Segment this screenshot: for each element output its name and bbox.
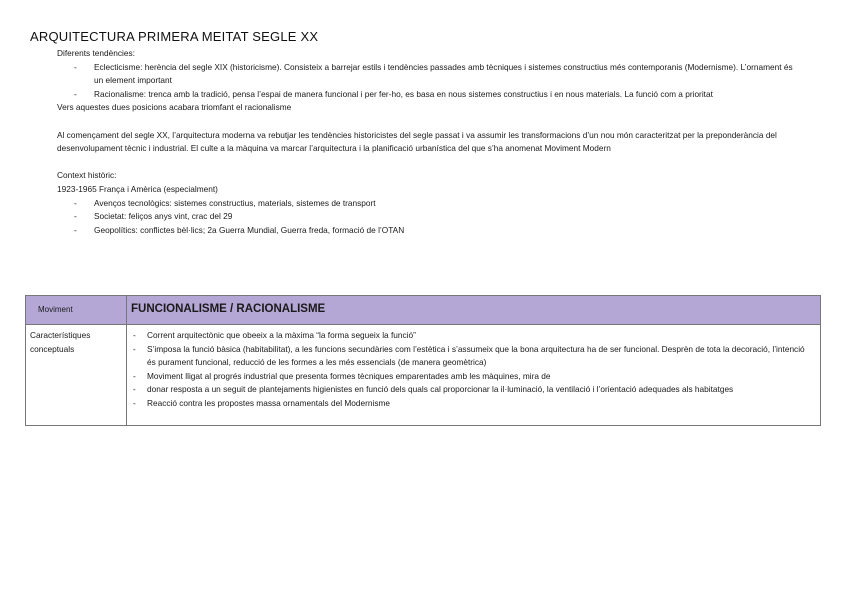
document-title: ARQUITECTURA PRIMERA MEITAT SEGLE XX: [30, 29, 319, 44]
list-item: - Geopolítics: conflictes bèl·lics; 2a Guerra Mundial, Guerra freda, formació de l’OTAN: [57, 224, 797, 238]
header-value-cell: [127, 296, 821, 325]
row-label: Característiques conceptuals: [30, 330, 91, 354]
list-item: - Reacció contra les propostes massa ornamentals del Modernisme: [131, 397, 814, 411]
list-item: - Racionalisme: trenca amb la tradició, pensa l’espai de manera funcional i per fer-ho, es basa en nous sistemes constructius i en nous materials. La funció com a prioritat: [57, 88, 797, 102]
characteristics-list: [131, 329, 814, 411]
header-value: FUNCIONALISME / RACIONALISME: [131, 303, 326, 316]
tendencies-list: [57, 61, 797, 102]
list-item: - S’imposa la funció bàsica (habitabilitat), a les funcions secundàries com l’estètica i s’assumeix que la bona arquitectura ha de ser funcional. Desprèn de tota la decoració, l’intenció és purament funcional, reducció de les formes a les més essencials (de manera geomètrica): [131, 343, 814, 370]
context-period: 1923-1965 França i Amèrica (especialment): [57, 183, 218, 194]
tendencies-heading: Diferents tendències:: [57, 48, 135, 58]
movement-table: [25, 295, 821, 426]
header-label: Moviment: [38, 305, 73, 315]
row-content-cell: [127, 325, 821, 426]
row-label-cell: [26, 325, 127, 426]
list-item: - Moviment lligat al progrés industrial que presenta formes tècniques emparentades amb les màquines, mira de: [131, 370, 814, 384]
intro-paragraph: Al començament del segle XX, l’arquitectura moderna va rebutjar les tendències historicistes del segle passat i va assumir les transformacions d’un nou món caracteritzat per la preponderància del desenvolupament tècnic i industrial. El culte a la màquina va marcar l’arquitectura i la planificació urbanística del que s’ha anomenat Moviment Modern: [57, 129, 777, 154]
table-row: [26, 325, 821, 426]
intro-section: [57, 47, 797, 237]
list-item: - Avenços tecnològics: sistemes constructius, materials, sistemes de transport: [57, 197, 797, 211]
context-heading: Context històric:: [57, 170, 117, 181]
table-header-row: [26, 296, 821, 325]
list-item: - Societat: feliços anys vint, crac del 29: [57, 210, 797, 224]
context-list: [57, 197, 797, 238]
list-item: - Corrent arquitectònic que obeeix a la màxima “la forma segueix la funció”: [131, 329, 814, 343]
list-item: - donar resposta a un seguit de plantejaments higienistes en funció dels quals cal proporcionar la il·luminació, la ventilació i l’orientació adequades als habitatges: [131, 383, 814, 397]
tendencies-conclusion: Vers aquestes dues posicions acabara triomfant el racionalisme: [57, 102, 292, 113]
header-label-cell: [26, 296, 127, 325]
list-item: - Eclecticisme: herència del segle XIX (historicisme). Consisteix a barrejar estils i tendències passades amb tècniques i sistemes constructius més contemporanis (Modernisme). L’ornament és un element important: [57, 61, 797, 88]
